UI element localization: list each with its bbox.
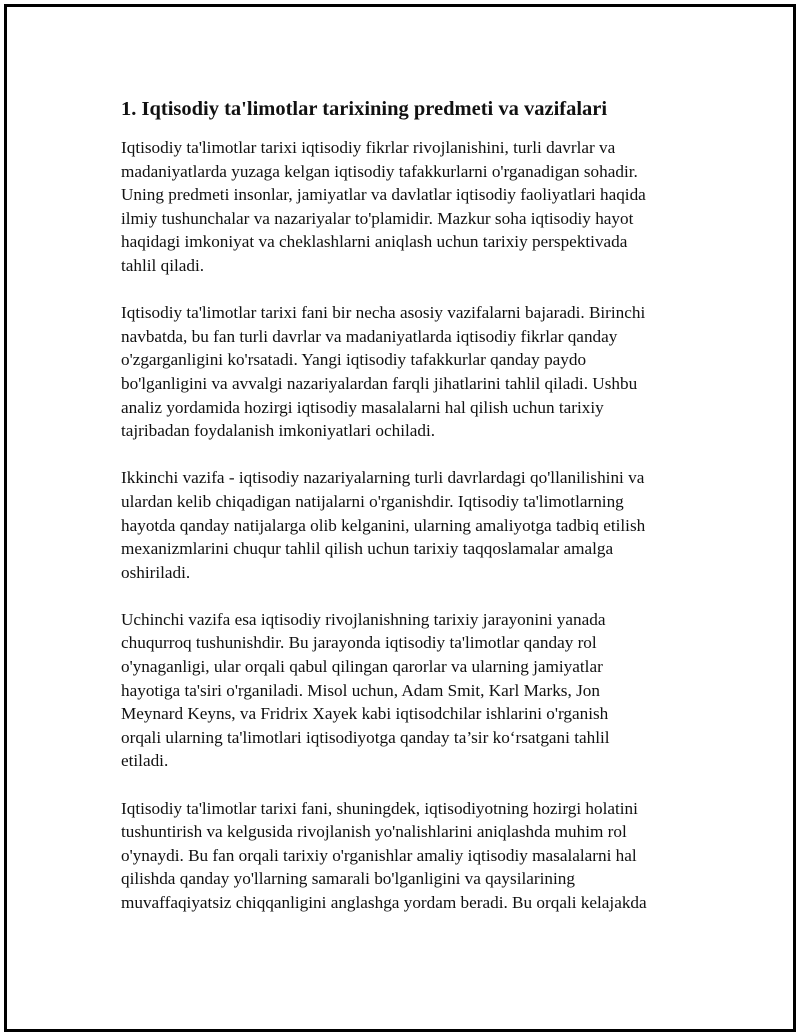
text-line: Iqtisodiy ta'limotlar tarixi iqtisodiy fikrlar rivojlanishini, turli davrlar va <box>121 138 616 157</box>
text-line: tushuntirish va kelgusida rivojlanish yo'nalishlarini aniqlashda muhim rol <box>121 822 627 842</box>
text-line: qilishda qanday yo'llarning samarali bo'lganligini va qaysilarining <box>121 869 575 889</box>
text-line: o'zgarganligini ko'rsatadi. Yangi iqtisodiy tafakkurlar qanday paydo <box>121 350 587 370</box>
text-line: Uchinchi vazifa esa iqtisodiy rivojlanishning tarixiy jarayonini yanada <box>121 609 606 629</box>
text-line: hayotiga ta'siri o'rganiladi. Misol uchun, Adam Smit, Karl Marks, Jon <box>121 680 600 700</box>
paragraphs-container <box>121 136 696 915</box>
text-line: o'ynaganligi, ular orqali qabul qilingan qarorlar va ularning jamiyatlar <box>121 657 603 677</box>
text-line: tahlil qiladi. <box>121 255 205 275</box>
text-line: etiladi. <box>121 751 169 771</box>
paragraph <box>121 466 696 584</box>
text-line: Iqtisodiy ta'limotlar tarixi fani, shuningdek, iqtisodiyotning hozirgi holatini <box>121 798 638 818</box>
text-line: orqali ularning ta'limotlari iqtisodiyotga qanday ta’sir ko‘rsatgani tahlil <box>121 727 610 747</box>
text-line: bo'lganligini va avvalgi nazariyalardan farqli jihatlarini tahlil qiladi. Ushbu <box>121 373 638 393</box>
text-line: Ikkinchi vazifa - iqtisodiy nazariyalarning turli davrlardagi qo'llanilishini va <box>121 468 645 488</box>
text-line: mexanizmlarini chuqur tahlil qilish uchun tarixiy taqqoslamalar amalga <box>121 539 614 559</box>
text-line: oshiriladi. <box>121 562 191 582</box>
page-frame <box>4 4 796 1032</box>
text-line: hayotda qanday natijalarga olib kelganini, ularning amaliyotga tadbiq etilish <box>121 515 646 535</box>
text-line: analiz yordamida hozirgi iqtisodiy masalalarni hal qilish uchun tarixiy <box>121 397 604 417</box>
text-line: chuqurroq tushunishdir. Bu jarayonda iqtisodiy ta'limotlar qanday rol <box>121 633 597 653</box>
paragraph <box>121 797 696 915</box>
document-body <box>121 97 696 938</box>
text-line: ulardan kelib chiqadigan natijalarni o'rganishdir. Iqtisodiy ta'limotlarning <box>121 491 624 511</box>
text-line: Meynard Keyns, va Fridrix Xayek kabi iqtisodchilar ishlarini o'rganish <box>121 704 609 724</box>
text-line: Uning predmeti insonlar, jamiyatlar va davlatlar iqtisodiy faoliyatlari haqida <box>121 185 646 205</box>
text-line: muvaffaqiyatsiz chiqqanligini anglashga yordam beradi. Bu orqali kelajakda <box>121 893 647 912</box>
text-line: o'ynaydi. Bu fan orqali tarixiy o'rganishlar amaliy iqtisodiy masalalarni hal <box>121 845 637 865</box>
text-line: haqidagi imkoniyat va cheklashlarni aniqlash uchun tarixiy perspektivada <box>121 232 628 252</box>
text-line: Iqtisodiy ta'limotlar tarixi fani bir necha asosiy vazifalarni bajaradi. Birinchi <box>121 303 646 323</box>
text-line: ilmiy tushunchalar va nazariyalar to'plamidir. Mazkur soha iqtisodiy hayot <box>121 208 634 228</box>
text-line: tajribadan foydalanish imkoniyatlari ochiladi. <box>121 421 436 441</box>
text-line: madaniyatlarda yuzaga kelgan iqtisodiy tafakkurlarni o'rganadigan sohadir. <box>121 161 638 181</box>
paragraph <box>121 136 696 278</box>
section-heading: 1. Iqtisodiy ta'limotlar tarixining predmeti va vazifalari <box>121 98 608 120</box>
paragraph <box>121 608 696 773</box>
text-line: navbatda, bu fan turli davrlar va madaniyatlarda iqtisodiy fikrlar qanday <box>121 326 618 346</box>
paragraph <box>121 301 696 443</box>
